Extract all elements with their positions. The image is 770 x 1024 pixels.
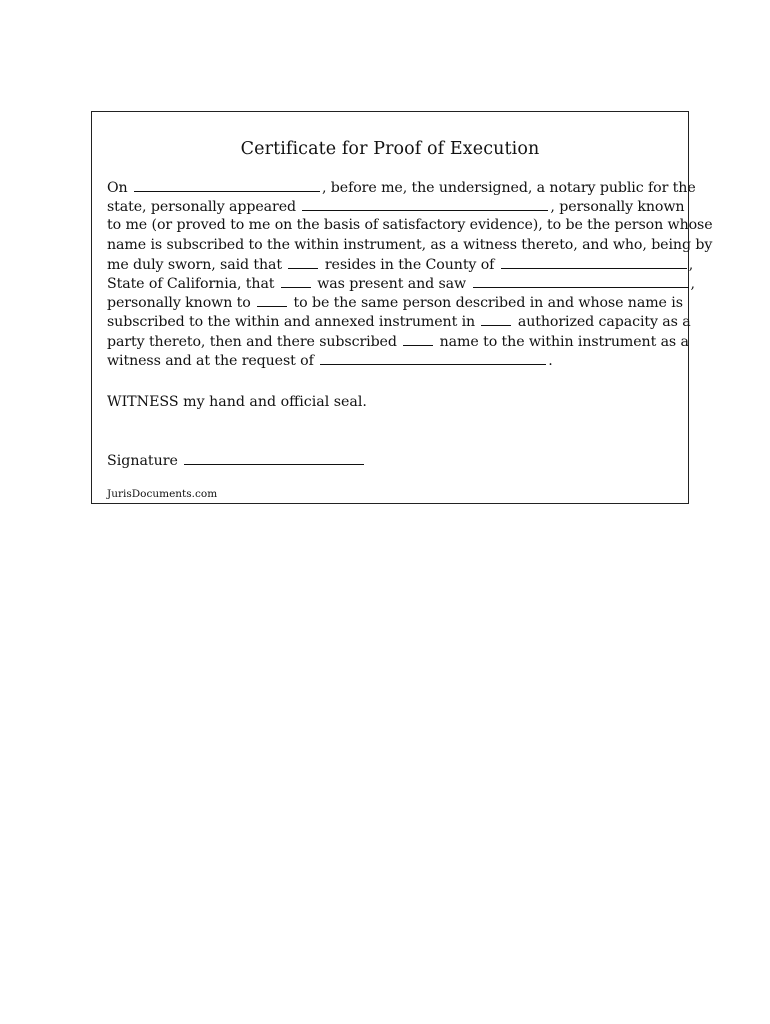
body-text: , [688,256,694,273]
body-text: . [548,352,553,369]
body-text: State of California, that [107,275,279,292]
body-text: to me (or proved to me on the basis of satisfactory evidence), to be the person whose [107,217,713,234]
body-text: On [107,180,132,196]
body-line-3 [107,216,713,235]
witness-statement: WITNESS my hand and official seal. [107,394,367,410]
certificate-body [107,178,713,370]
body-line-2 [107,197,685,216]
capacity-blank-field[interactable] [481,312,511,326]
pronoun-blank-field[interactable] [288,255,318,269]
body-text: authorized capacity as a [513,314,691,331]
body-line-6 [107,274,695,293]
signature-label: Signature [107,453,183,469]
body-text: , before me, the undersigned, a notary public for the [321,180,696,196]
county-blank-field[interactable] [501,255,687,269]
appeared-name-blank-field[interactable] [302,197,548,211]
body-text: was present and saw [312,275,471,292]
body-text: name is subscribed to the within instrument, as a witness thereto, and who, being by [107,236,713,253]
body-line-8 [107,312,691,331]
date-blank-field[interactable] [134,178,320,192]
body-line-1 [107,178,696,197]
signature-row [107,451,366,469]
pronoun-blank-field[interactable] [257,293,287,307]
body-text: subscribed to the within and annexed instrument in [107,314,480,331]
request-of-blank-field[interactable] [320,351,546,365]
body-text: party thereto, then and there subscribed [107,333,402,350]
pronoun-blank-field[interactable] [281,274,311,288]
body-text: personally known to [107,295,256,312]
body-text: state, personally appeared [107,199,301,216]
pronoun-blank-field[interactable] [403,332,433,346]
saw-name-blank-field[interactable] [473,274,689,288]
body-text: , [690,275,695,292]
body-line-7 [107,293,683,312]
signature-blank-field[interactable] [184,451,364,465]
body-line-9 [107,332,689,351]
body-text: name to the within instrument as a [435,333,689,350]
body-text: resides in the County of [320,256,499,273]
body-text: me duly sworn, said that [107,256,287,273]
body-text: to be the same person described in and whose name is [289,295,683,312]
body-text: witness and at the request of [107,352,319,369]
body-line-10 [107,351,677,370]
body-line-4 [107,236,713,255]
certificate-title: Certificate for Proof of Execution [240,139,540,159]
certificate-form [91,111,713,504]
body-text: , personally known [550,199,685,216]
footer-source: JurisDocuments.com [107,488,218,500]
body-line-5 [107,255,694,274]
